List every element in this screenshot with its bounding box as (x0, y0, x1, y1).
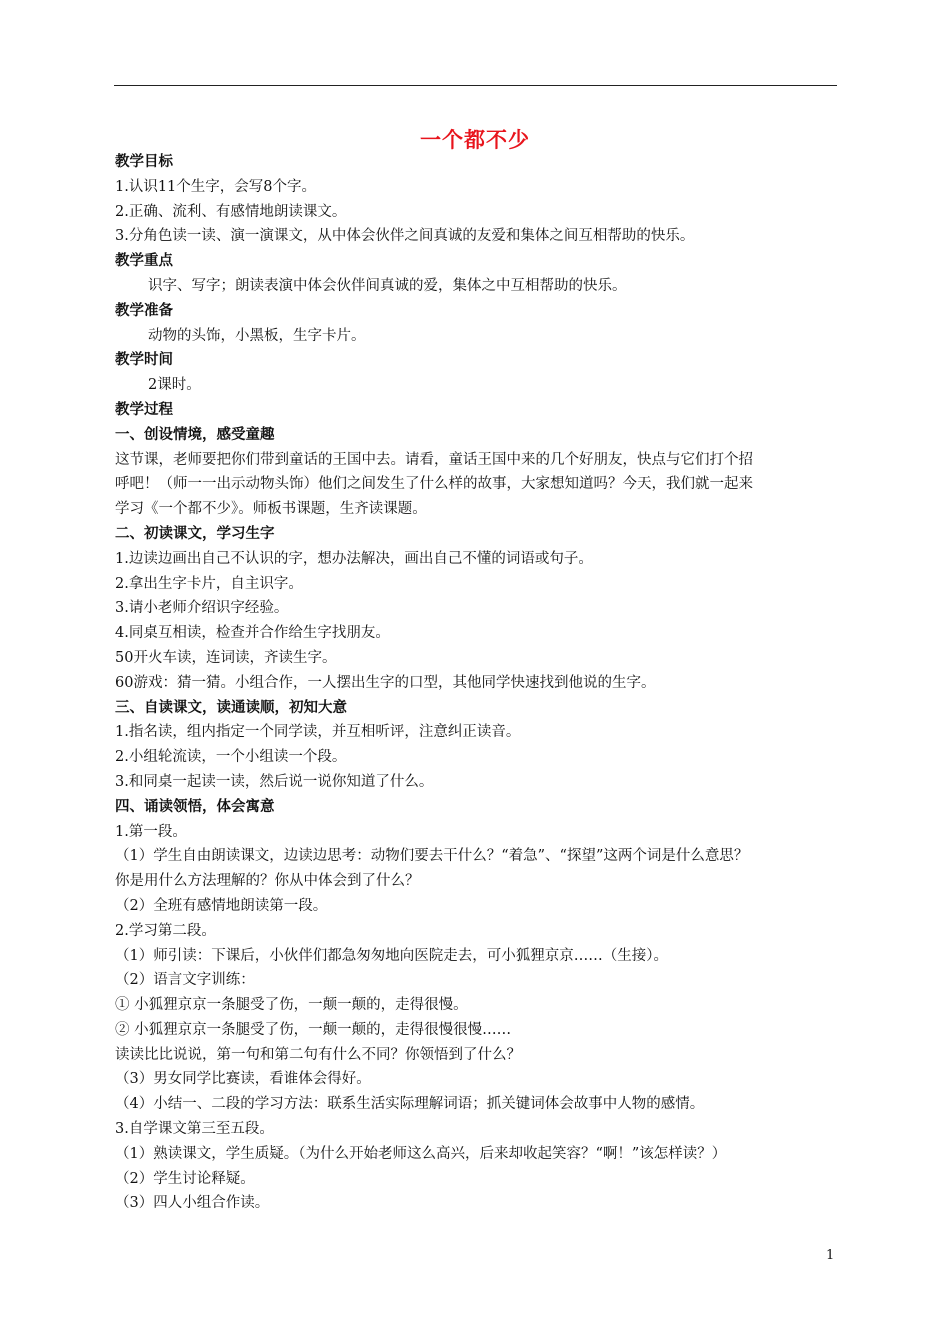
paragraph-line: 学习《一个都不少》。师板书课题，生齐读课题。 (115, 501, 427, 518)
paragraph-line: 60游戏：猜一猜。小组合作，一人摆出生字的口型，其他同学快速找到他说的生字。 (115, 674, 656, 691)
paragraph-line: （3）四人小组合作读。 (115, 1195, 270, 1212)
paragraph-line: （1）学生自由朗读课文，边读边思考：动物们要去干什么？“着急”、“探望”这两个词是什么意思？ (115, 848, 749, 865)
paragraph-line: 1.认识11个生字，会写8个字。 (115, 178, 317, 195)
paragraph-line: 你是用什么方法理解的？你从中体会到了什么？ (115, 873, 420, 890)
page-number: 1 (826, 1248, 835, 1263)
section-heading: 四、诵读领悟，体会寓意 (115, 798, 275, 815)
paragraph-line: 2课时。 (148, 377, 201, 394)
header-rule (114, 85, 837, 86)
paragraph-line: 1.边读边画出自己不认识的字，想办法解决，画出自己不懂的词语或句子。 (115, 550, 593, 567)
paragraph-line: 2.拿出生字卡片，自主识字。 (115, 575, 303, 592)
paragraph-line: 动物的头饰，小黑板，生字卡片。 (148, 327, 366, 344)
paragraph-line: ① 小狐狸京京一条腿受了伤，一颠一颠的，走得很慢。 (115, 997, 468, 1014)
section-heading: 三、自读课文，读通读顺，初知大意 (115, 699, 347, 716)
section-heading: 教学目标 (115, 154, 173, 170)
document-title: 一个都不少 (420, 128, 530, 152)
paragraph-line: 识字、写字；朗读表演中体会伙伴间真诚的爱，集体之中互相帮助的快乐。 (148, 277, 627, 294)
paragraph-line: 3.和同桌一起读一读，然后说一说你知道了什么。 (115, 773, 434, 790)
paragraph-line: 读读比比说说，第一句和第二句有什么不同？你领悟到了什么？ (115, 1046, 521, 1063)
paragraph-line: 3.请小老师介绍识字经验。 (115, 600, 289, 617)
document-body (115, 150, 840, 1216)
section-heading: 教学过程 (115, 401, 173, 418)
paragraph-line: 50开火车读，连词读，齐读生字。 (115, 649, 337, 666)
paragraph-line: 1.第一段。 (115, 823, 187, 840)
paragraph-line: （2）语言文字训练： (115, 972, 255, 989)
paragraph-line: 呼吧！（师一一出示动物头饰）他们之间发生了什么样的故事，大家想知道吗？今天，我们就一起来 (115, 476, 753, 493)
paragraph-line: 3.自学课文第三至五段。 (115, 1121, 274, 1138)
paragraph-line: （1）熟读课文，学生质疑。（为什么开始老师这么高兴，后来却收起笑容？“啊！”该怎样读？） (115, 1145, 727, 1162)
paragraph-line: 4.同桌互相读，检查并合作给生字找朋友。 (115, 625, 390, 642)
paragraph-line: （2）全班有感情地朗读第一段。 (115, 897, 328, 914)
paragraph-line: （3）男女同学比赛读，看谁体会得好。 (115, 1071, 371, 1088)
section-heading: 二、初读课文，学习生字 (115, 525, 275, 542)
paragraph-line: ② 小狐狸京京一条腿受了伤，一颠一颠的，走得很慢很慢…… (115, 1021, 512, 1038)
paragraph-line: （2）学生讨论释疑。 (115, 1170, 255, 1187)
section-heading: 教学准备 (115, 302, 173, 319)
paragraph-line: 2.正确、流利、有感情地朗读课文。 (115, 203, 347, 220)
section-heading: 一、创设情境，感受童趣 (115, 426, 275, 443)
paragraph-line: 这节课，老师要把你们带到童话的王国中去。请看，童话王国中来的几个好朋友，快点与它们打个招 (115, 451, 753, 468)
paragraph-line: 2.学习第二段。 (115, 922, 216, 939)
paragraph-line: 3.分角色读一读、演一演课文，从中体会伙伴之间真诚的友爱和集体之间互相帮助的快乐。 (115, 228, 695, 245)
paragraph-line: （1）师引读：下课后，小伙伴们都急匆匆地向医院走去，可小狐狸京京……（生接）。 (115, 947, 668, 964)
paragraph-line: 2.小组轮流读，一个小组读一个段。 (115, 749, 347, 766)
section-heading: 教学重点 (115, 253, 173, 270)
paragraph-line: （4）小结一、二段的学习方法：联系生活实际理解词语；抓关键词体会故事中人物的感情。 (115, 1096, 705, 1113)
paragraph-line: 1.指名读，组内指定一个同学读，并互相听评，注意纠正读音。 (115, 724, 521, 741)
section-heading: 教学时间 (115, 352, 173, 369)
